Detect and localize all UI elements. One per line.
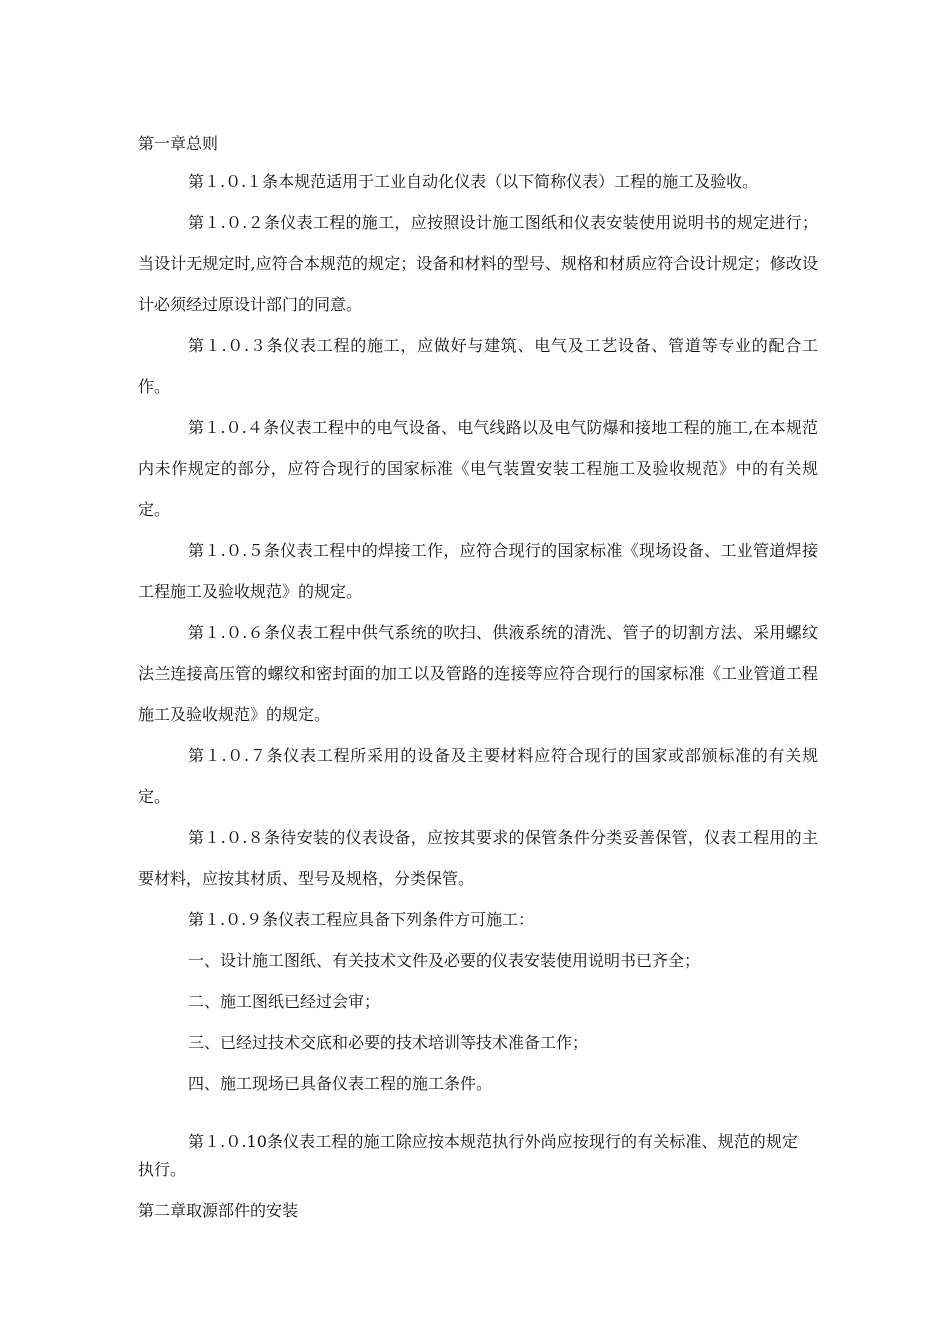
clause-1-0-7: 第１.０.７条仪表工程所采用的设备及主要材料应符合现行的国家或部颁标准的有关规定。 bbox=[138, 746, 818, 806]
condition-item-2: 二、施工图纸已经过会审； bbox=[188, 992, 381, 1011]
condition-item-3: 三、已经过技术交底和必要的技术培训等技术准备工作； bbox=[188, 1033, 589, 1052]
clause-1-0-2: 第１.０.２条仪表工程的施工，应按照设计施工图纸和仪表安装使用说明书的规定进行；当设计无规定时,应符合本规范的规定；设备和材料的型号、规格和材质应符合设计规定；修改设计必须经过原设计部门的同意。 bbox=[138, 213, 818, 314]
clause-1-0-10: 第１.０.10条仪表工程的施工除应按本规范执行外尚应按现行的有关标准、规范的规定执行。 bbox=[138, 1132, 798, 1179]
clause-1-0-6: 第１.０.６条仪表工程中供气系统的吹扫、供液系统的清洗、管子的切割方法、采用螺纹法兰连接高压管的螺纹和密封面的加工以及管路的连接等应符合现行的国家标准《工业管道工程施工及验收规范》的规定。 bbox=[138, 623, 818, 724]
clause-1-0-4: 第１.０.４条仪表工程中的电气设备、电气线路以及电气防爆和接地工程的施工,在本规范内未作规定的部分，应符合现行的国家标准《电气装置安装工程施工及验收规范》中的有关规定。 bbox=[138, 418, 818, 519]
chapter-1-title: 第一章总则 bbox=[138, 134, 219, 153]
clause-1-0-1: 第１.０.１条本规范适用于工业自动化仪表（以下简称仪表）工程的施工及验收。 bbox=[188, 172, 759, 191]
clause-1-0-9: 第１.０.９条仪表工程应具备下列条件方可施工： bbox=[188, 910, 535, 929]
chapter-2-title: 第二章取源部件的安装 bbox=[138, 1201, 299, 1220]
condition-item-4: 四、施工现场已具备仪表工程的施工条件。 bbox=[188, 1074, 493, 1093]
condition-item-1: 一、设计施工图纸、有关技术文件及必要的仪表安装使用说明书已齐全； bbox=[188, 951, 701, 970]
clause-1-0-5: 第１.０.５条仪表工程中的焊接工作，应符合现行的国家标准《现场设备、工业管道焊接工程施工及验收规范》的规定。 bbox=[138, 541, 818, 601]
clause-1-0-3: 第１.０.３条仪表工程的施工，应做好与建筑、电气及工艺设备、管道等专业的配合工作。 bbox=[138, 336, 818, 396]
clause-1-0-8: 第１.０.８条待安装的仪表设备，应按其要求的保管条件分类妥善保管，仪表工程用的主要材料，应按其材质、型号及规格，分类保管。 bbox=[138, 828, 818, 888]
